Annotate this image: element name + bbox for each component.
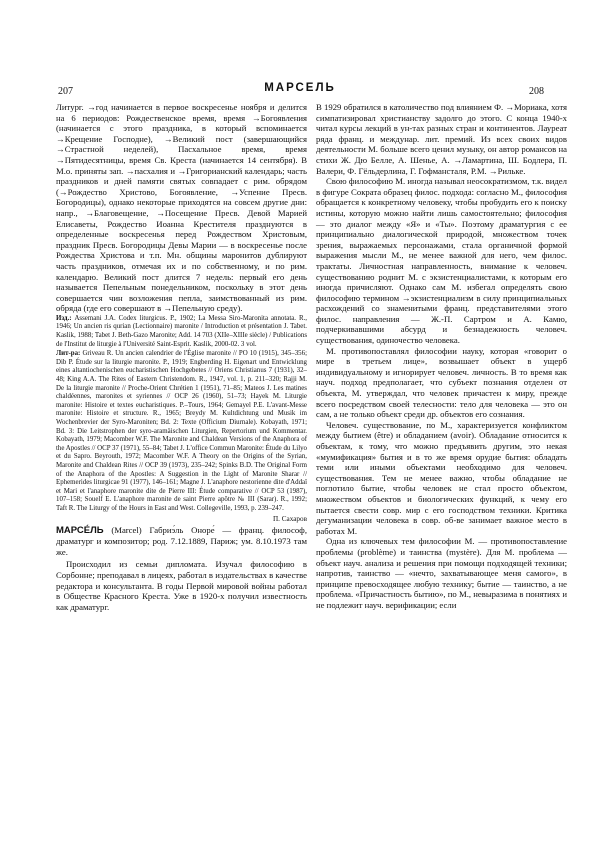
page-number-left: 207 — [58, 86, 73, 97]
left-column — [56, 102, 307, 612]
liturgy-paragraph: Литург. →год начинается в первое воскресенье ноября и делится на 6 периодов: Рождественское время, время →Богоявления (начинается с этого праздника, в который вспоминается →Крещение Господне), →Великий пост (завершающийся →Страстной неделей), Пасхальное время, время →Пятидесятницы, время Св. Креста (начинается 14 сентября). В М.о. приняты зап. →пасхалия и →Григорианский календарь; часть праздников и дней памяти святых совпадает с рим. обрядом (→Рождество Христово, Богоявление, →Успение Пресв. Богородицы), однако некоторые приходятся на совсем другие дни: напр., →Благовещение, →Посещение Пресв. Девой Марией Елисаветы, Рождество Иоанна Крестителя празднуются в определенные воскресенья перед Рождеством Христовым, праздник Пресв. Богородицы Девы Марии — в воскресенье после Рождества Христова и т.п. Мн. общины маронитов дублируют часть праздников, отмечая их и по собственному, и по рим. календарю. Великий пост длится 7 недель: первый его день называется Пепельным понедельником, поскольку в этот день совершается чин возложения пепла, заимствованный из рим. обряда (где его совершают в →Пепельную среду). — [56, 102, 307, 314]
right-paragraph-1: В 1929 обратился в католичество под влиянием Ф. →Мориака, хотя симпатизировал христианству задолго до этого. С конца 1940-х читал курсы лекций в ун-тах разных стран и континентов. Лауреат ряда франц. и междунар. лит. премий. Из всех своих видов деятельности М. больше всего ценил музыку, он автор романсов на стихи Ж. Дю Белле, А. Шенье, А. →Ламартина, Ш. Бодлера, П. Валери, Ф. Гёльдерлина, Г. Гофмансталя, Р.М. →Рильке. — [316, 102, 567, 176]
author-signature: П. Сахаров — [272, 514, 307, 523]
page-number-right: 208 — [529, 86, 544, 97]
sources-text: Assemani J.A. Codex liturgicus. P., 1902; La Messa Siro-Maronita annotata. R., 1946; Un ancien ris qurian (Lectionnaire) maronite / Introduction et présentation J. Tabet. Kaslik, 1988; Tabet J. Beth-Gazo Maronite; Add. 14 703 (XIIe–XIIIe siècle) / Publications de l'Institut de liturgie à l'Université Saint-Esprit. Kaslik, 2000-02. 3 vol. — [56, 314, 307, 348]
running-header: МАРСЕЛЬ — [264, 82, 336, 94]
right-paragraph-5: Одна из ключевых тем философии М. — противопоставление проблемы (problème) и таинства (mystère). Для М. проблема — объект науч. анализа и решения при помощи подходящей техники; напротив, таинство — «нечто, захватывающее меня самого», в принципе превосходящее любую технику; бытие — таинство, а не проблема. «Причастность бытию», по М., невыразима в понятиях и не подлежит науч. верификации; если — [316, 536, 567, 610]
entry-title: МАРСЕ́ЛЬ — [56, 524, 104, 536]
right-column — [316, 102, 567, 611]
entry-biography-paragraph: Происходил из семьи дипломата. Изучал философию в Сорбонне; преподавал в лицеях, работал в издательствах в качестве редактора и консультанта. В годы Первой мировой войны работал в Обществе Красного Креста. Уже в 1920-х получил известность как драматург. — [56, 559, 307, 612]
literature-text: Griveau R. Un ancien calendrier de l'Église maronite // PO 10 (1915), 345–356; Dib P. Étude sur la liturgie maronite. P., 1919; Engberding H. Eigenart und Entwicklung eines altantiochenischen eucharistischen Hochgebetes // Oriens Christianus 7 (1931), 32–48; King A.A. The Rites of Eastern Christendom. R., 1947, vol. 1, p. 211–320; Rajji M. De la liturgie maronite // Proche-Orient Chrétien 1 (1951), 71–85; Mateos J. Les matines chaldéennes, maronites et syriennes // OCP 26 (1960), 51–73; Hayek M. Liturgie maronite: Histoire et textes eucharistiques. P.–Tours, 1964; Gemayel P.E. L'avant-Messe maronite: Histoire et structure. R., 1965; Breydy M. Kultdichtung und Musik im Wochenbrevier der Syro-Maroniten; Bd. 2: Texte (Officium Diurnale). Kobayath, 1971; Bd. 3: Die Leitstrophen der syro-aramäischen Liturgien, Repertorium und Kommentar. Kobayath, 1979; Macomber W.F. The Maronite and Chaldean Versions of the Anaphora of the Apostles // OCP 37 (1971), 55–84; Tabet J. L'office Commun Maronite: Étude du Lilyo et du Sapro. Beyrouth, 1972; Macomber W.F. A Theory on the Origins of the Syrian, Maronite and Chaldean Rites // OCP 39 (1973), 235–242; Spinks B.D. The Original Form of the Anaphora of the Apostles: A Suggestion in the Light of Maronite Sharar // Ephemerides liturgicae 91 (1977), 146–161; Magne J. L'anaphore nestorienne dite d'Addaï et Mari et l'anaphore maronite dite de Pierre III: Étude comparative // OCP 53 (1987), 107–158; Souelf E. L'anaphore maronite de saint Pierre apôtre № III (Sarar). R., 1992; Taft R. The Liturgy of the Hours in East and West. Collegeville, 1993, p. 239–247. — [56, 350, 307, 512]
literature-label: Лит-ра: — [56, 350, 81, 358]
entry-intro-text: (Marcel) Габриэ́ль Оноре́ — франц. философ, драматург и композитор; род. 7.12.1889, Париж; ум. 8.10.1973 там же. — [56, 524, 307, 557]
right-paragraph-4: Человеч. существование, по М., характеризуется конфликтом между бытием (être) и обладанием (avoir). Обладание относится к объектам, к тому, что можно предъявить другим, это некая «мумификация» бытия и в то же время орудие бытия: обладать теми или иными объектами необходимо для человеч. существования. Тем не менее важно, чтобы обладание не поглотило бытие, чтобы человек не стал просто объектом, множеством объектов и биологических функций, к чему его пытается свести совр. мир с его господством техники. Критика дегуманизации человека в совр. об-ве занимает важное место в работах М. — [316, 419, 567, 536]
right-paragraph-3: М. противопоставлял философии науку, которая «говорит о мире в третьем лице», возвышает объект в ущерб индивидуальному и игнорирует человеч. личность. В то время как науч. подход предполагает, что субъект познания отделен от объекта, М. утверждал, что человек причастен к миру, прежде всего посредством своей телесности: тело для человека — это он сам, а не только объект среди др. объектов его сознания. — [316, 345, 567, 420]
sources-block — [56, 315, 307, 349]
sources-label: Изд.: — [56, 314, 72, 322]
literature-block — [56, 350, 307, 513]
entry-intro-paragraph — [56, 525, 307, 558]
right-paragraph-2: Свою философию М. иногда называл неосократизмом, т.к. видел в фигуре Сократа образец филос. подхода: согласно М., философия обращается к конкретному человеку, чтобы пробудить его к поиску истины, которую можно найти лишь самостоятельно; философия — это диалог между «Я» и «Ты». Поэтому драматургия с ее принципиально диалогической природой, множеством точек зрения, выражаемых персонажами, стала органичной формой выражения мысли М., не менее важной для него, чем филос. трактаты. Личностная направленность, внимание к человеч. существованию роднит М. с экзистенциалистами, к которым его иногда причисляют. Однако сам М. избегал определять свою философию термином →экзистенциализм в силу принципиальных расхождений со знаменитыми франц. представителями этого филос. направления — Ж.-П. Сартром и А. Камю, подчеркивавшими абсурд и безнадежность человеч. существования, одиночество человека. — [316, 176, 567, 346]
